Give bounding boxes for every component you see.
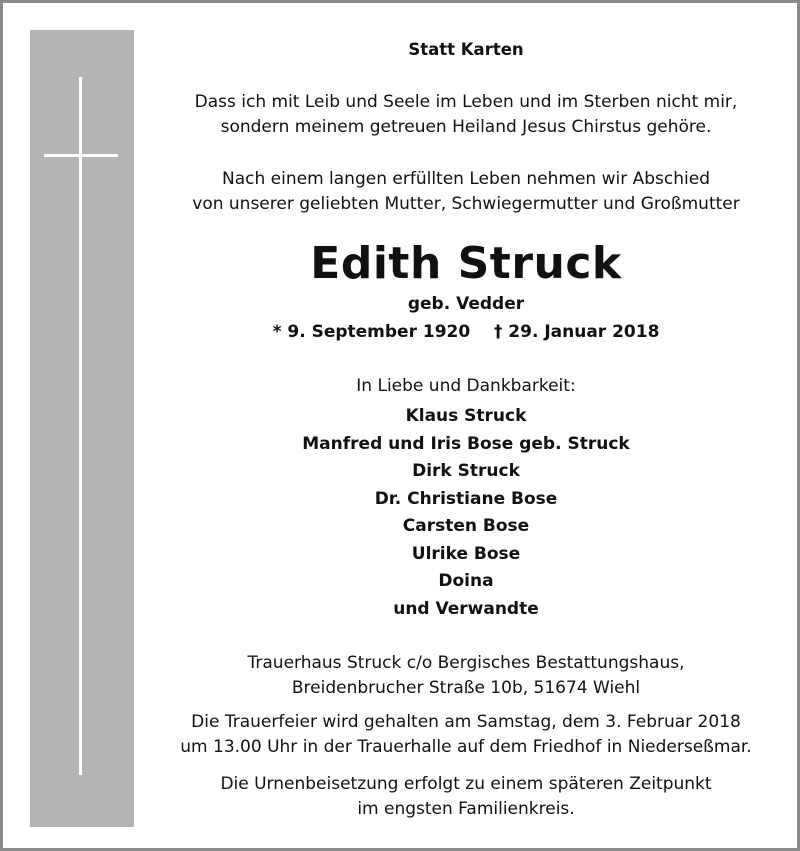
verse-line-1: Dass ich mit Leib und Seele im Leben und im Sterben nicht mir, <box>194 92 738 112</box>
cross-icon-vertical <box>79 77 82 775</box>
mourner-name: Dr. Christiane Bose <box>374 489 558 509</box>
deceased-name: Edith Struck <box>310 238 622 289</box>
address-line-2: Breidenbrucher Straße 10b, 51674 Wiehl <box>291 678 641 698</box>
funeral-line-1: Die Trauerfeier wird gehalten am Samstag, dem 3. Februar 2018 <box>191 712 741 732</box>
mourners-heading: In Liebe und Dankbarkeit: <box>356 376 576 396</box>
mourner-name: Dirk Struck <box>412 461 520 481</box>
mourner-name: Klaus Struck <box>405 406 527 426</box>
intro-line-2: von unserer geliebten Mutter, Schwiegermutter und Großmutter <box>192 194 740 214</box>
maiden-name: geb. Vedder <box>407 294 525 314</box>
cross-icon-horizontal <box>44 154 118 157</box>
sidebar-panel <box>30 30 134 827</box>
mourner-name: Manfred und Iris Bose geb. Struck <box>302 434 630 454</box>
mourner-name: Carsten Bose <box>402 516 530 536</box>
burial-line-2: im engsten Familienkreis. <box>357 799 575 819</box>
header-text: Statt Karten <box>408 40 524 59</box>
burial-line-1: Die Urnenbeisetzung erfolgt zu einem späteren Zeitpunkt <box>220 774 712 794</box>
intro-line-1: Nach einem langen erfüllten Leben nehmen wir Abschied <box>222 169 710 189</box>
mourner-name: und Verwandte <box>393 599 539 619</box>
verse-line-2: sondern meinem getreuen Heiland Jesus Chirstus gehöre. <box>220 117 712 137</box>
funeral-line-2: um 13.00 Uhr in der Trauerhalle auf dem Friedhof in Niederseßmar. <box>180 737 752 757</box>
life-dates: * 9. September 1920 † 29. Januar 2018 <box>272 322 660 342</box>
address-line-1: Trauerhaus Struck c/o Bergisches Bestattungshaus, <box>247 653 685 673</box>
mourner-name: Ulrike Bose <box>411 544 521 564</box>
mourner-name: Doina <box>438 571 494 591</box>
